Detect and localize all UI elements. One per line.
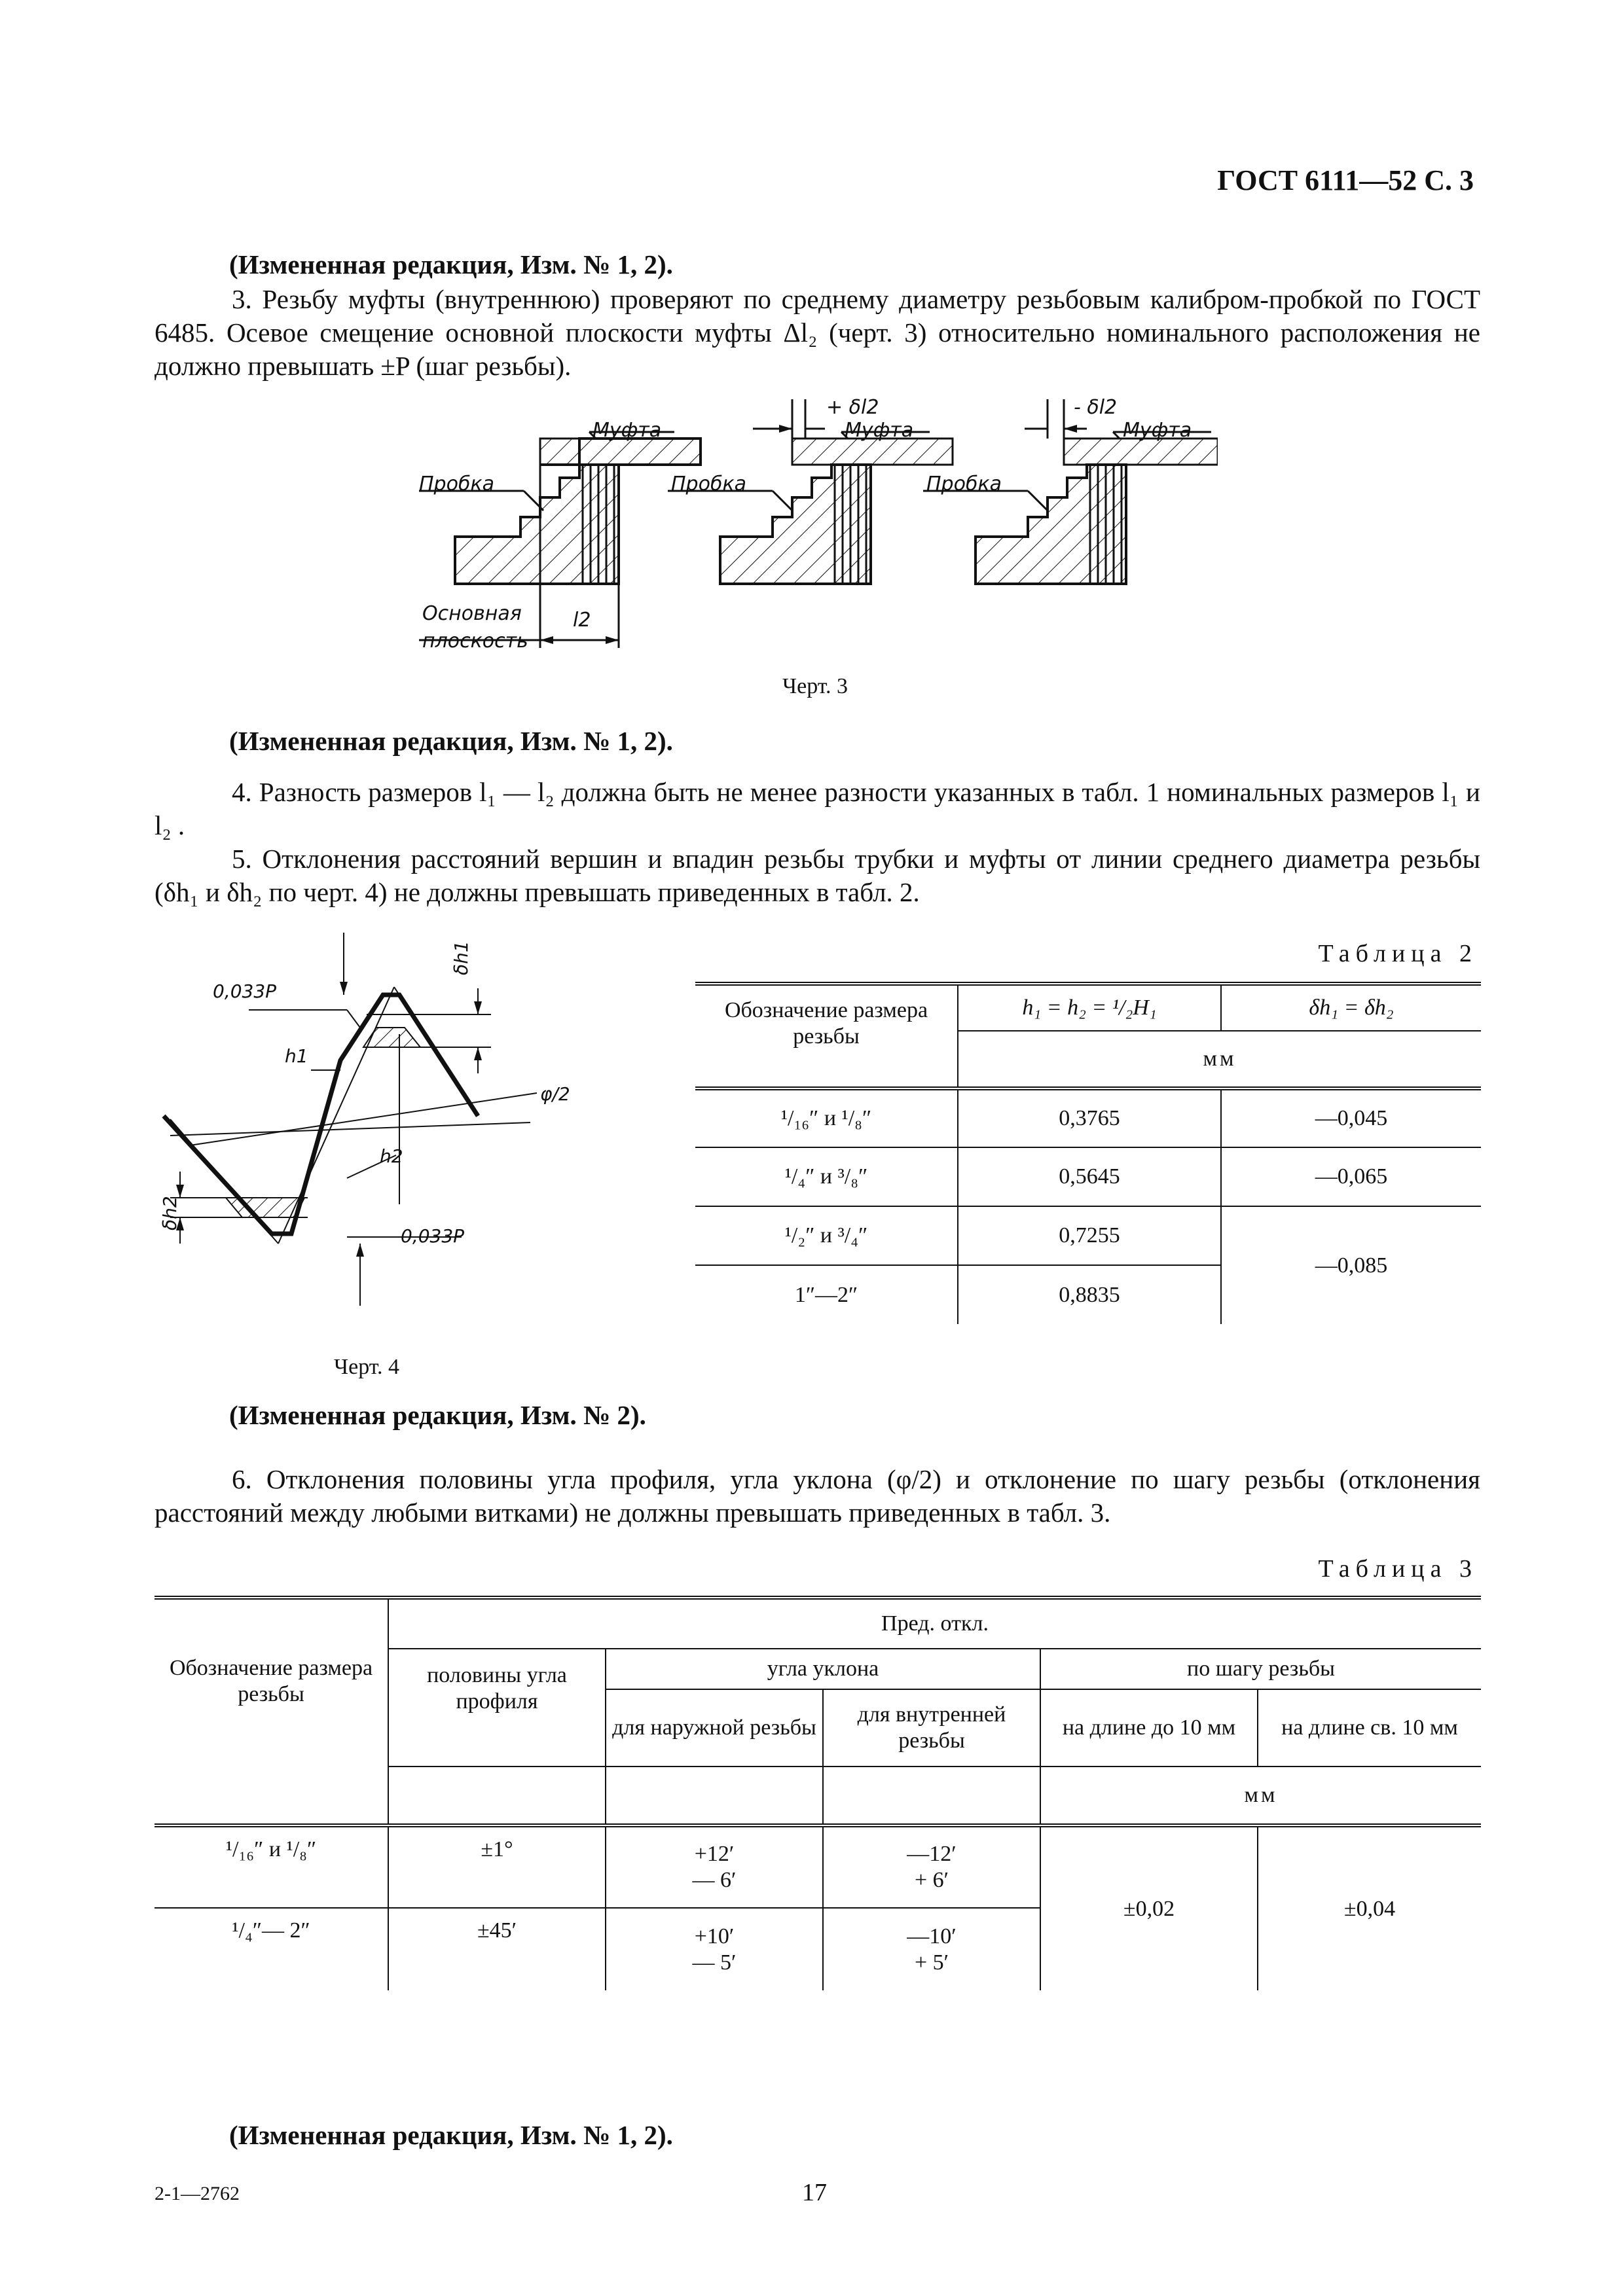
- table3-unit: мм: [1040, 1767, 1481, 1825]
- table3-header-ugla: угла уклона: [606, 1649, 1040, 1689]
- fig4-label-033p-bottom: 0,033P: [401, 1225, 465, 1247]
- table3-row2-half: ±45′: [388, 1908, 606, 1990]
- table3-header-half: половины угла профиля: [388, 1649, 606, 1767]
- fig3-label-muft-3: Муфта: [1123, 419, 1192, 442]
- fig4-label-h2: h2: [380, 1145, 403, 1167]
- amendment-note-3: (Измененная редакция, Изм. № 2).: [229, 1400, 646, 1430]
- table3-row1-vnut: [823, 1825, 1040, 1908]
- table3-row1-nar-lower: — 6′: [692, 1868, 737, 1892]
- fig3-label-osnovnaya: Основная: [422, 602, 522, 625]
- fig3-label-l2: l2: [573, 609, 591, 632]
- fig4-label-dh1: δh1: [450, 941, 472, 975]
- table3-row2-vnut: [823, 1908, 1040, 1990]
- table3-row2-nar-lower: — 5′: [692, 1950, 737, 1975]
- table2-row3-size: ¹/₂″ и ³/₄″: [695, 1206, 958, 1265]
- amendment-note-4: (Измененная редакция, Изм. № 1, 2).: [229, 2120, 673, 2150]
- amendment-note-2: (Измененная редакция, Изм. № 1, 2).: [229, 726, 673, 756]
- table3-row2-nar-upper: +10′: [694, 1924, 735, 1948]
- table3-row2-vnut-lower: + 5′: [914, 1950, 949, 1975]
- table-3: [155, 1596, 1481, 1990]
- table-3-title: Таблица 3: [1318, 1555, 1478, 1583]
- fig3-label-plus-dl2: + δl2: [826, 396, 879, 419]
- fig4-label-h1: h1: [285, 1045, 308, 1067]
- table3-header-size: Обозначение размера резьбы: [155, 1598, 388, 1825]
- table3-row1-nar: [606, 1825, 823, 1908]
- fig4-label-033p-top: 0,033P: [213, 980, 277, 1002]
- fig3-caption: Черт. 3: [782, 674, 848, 698]
- table2-row4-size: 1″—2″: [695, 1265, 958, 1324]
- table3-shag-do10: ±0,02: [1040, 1825, 1258, 1990]
- table3-row1-nar-upper: +12′: [694, 1842, 735, 1866]
- amendment-note-1: (Измененная редакция, Изм. № 1, 2).: [229, 249, 673, 279]
- table2-header-h: h₁ = h₂ = ¹/₂H₁: [958, 984, 1221, 1031]
- table3-header-pred: Пред. откл.: [388, 1598, 1481, 1649]
- table3-header-sv10: на длине св. 10 мм: [1258, 1689, 1481, 1767]
- table3-row1-half: ±1°: [388, 1825, 606, 1908]
- fig3-label-muft-2: Муфта: [845, 419, 914, 442]
- table3-row1-size: ¹/₁₆″ и ¹/₈″: [155, 1825, 388, 1908]
- table3-row2-vnut-upper: —10′: [907, 1924, 957, 1948]
- footer-code: 2-1—2762: [155, 2183, 240, 2204]
- paragraph-4: 4. Разность размеров l₁ — l₂ должна быть не менее разности указанных в табл. 1 номинальных размеров l₁ и l₂ .: [155, 777, 1480, 840]
- table-2-title: Таблица 2: [1318, 940, 1478, 967]
- table3-row2-size: ¹/₄″— 2″: [155, 1908, 388, 1990]
- fig3-label-probka-1: Пробка: [419, 473, 494, 495]
- table2-row1-h: 0,3765: [958, 1088, 1221, 1147]
- table-2: [695, 982, 1481, 1324]
- table3-row2-nar: [606, 1908, 823, 1990]
- table3-header-shag: по шагу резьбы: [1040, 1649, 1481, 1689]
- fig3-label-muft-1: Муфта: [593, 419, 662, 442]
- table3-shag-sv10: ±0,04: [1343, 1896, 1396, 1921]
- table2-row2-h: 0,5645: [958, 1147, 1221, 1206]
- table2-unit: мм: [958, 1031, 1481, 1088]
- paragraph-3: 3. Резьбу муфты (внутреннюю) проверяют по среднему диаметру резьбовым калибром-пробкой по ГОСТ 6485. Осевое смещение основной плоскости муфты Δl₂ (черт. 3) относительно номинального расположения не должно превышать ±P (шаг резьбы).: [155, 284, 1480, 381]
- fig3-label-minus-dl2: - δl2: [1074, 396, 1118, 419]
- table2-row1-dh: —0,045: [1221, 1088, 1481, 1147]
- page-header: ГОСТ 6111—52 С. 3: [1217, 164, 1474, 196]
- fig4-label-dh2: δh2: [159, 1196, 181, 1230]
- table3-row1-vnut-upper: —12′: [907, 1842, 957, 1866]
- fig3-label-ploskost: плоскость: [422, 630, 528, 653]
- table2-header-size: Обозначение размера резьбы: [695, 984, 958, 1088]
- paragraph-5: 5. Отклонения расстояний вершин и впадин резьбы трубки и муфты от линии среднего диаметра резьбы (δh₁ и δh₂ по черт. 4) не должны превышать приведенных в табл. 2.: [155, 844, 1480, 907]
- fig3-label-probka-2: Пробка: [671, 473, 746, 495]
- table3-row1-vnut-lower: + 6′: [914, 1868, 949, 1892]
- fig4-caption: Черт. 4: [334, 1355, 400, 1379]
- paragraph-6: 6. Отклонения половины угла профиля, угла уклона (φ/2) и отклонение по шагу резьбы (отклонения расстояний между любыми витками) не должны превышать приведенных в табл. 3.: [155, 1464, 1480, 1528]
- fig3-label-probka-3: Пробка: [926, 473, 1002, 495]
- table2-header-dh: δh₁ = δh₂: [1221, 984, 1481, 1031]
- table2-row3-h: 0,7255: [958, 1206, 1221, 1265]
- figure-4-drawing: [151, 929, 543, 1316]
- table2-row2-dh: —0,065: [1221, 1147, 1481, 1206]
- page-number: 17: [802, 2179, 827, 2206]
- table3-header-vnut: для внутренней резьбы: [823, 1689, 1040, 1767]
- table2-row1-size: ¹/₁₆″ и ¹/₈″: [695, 1088, 958, 1147]
- table2-row3-4-dh: —0,085: [1315, 1253, 1388, 1278]
- table3-header-do10: на длине до 10 мм: [1040, 1689, 1258, 1767]
- table3-header-nar: для наружной резьбы: [606, 1689, 823, 1767]
- fig4-label-phi2: φ/2: [540, 1083, 570, 1105]
- table2-row4-h: 0,8835: [958, 1265, 1221, 1324]
- table2-row2-size: ¹/₄″ и ³/₈″: [695, 1147, 958, 1206]
